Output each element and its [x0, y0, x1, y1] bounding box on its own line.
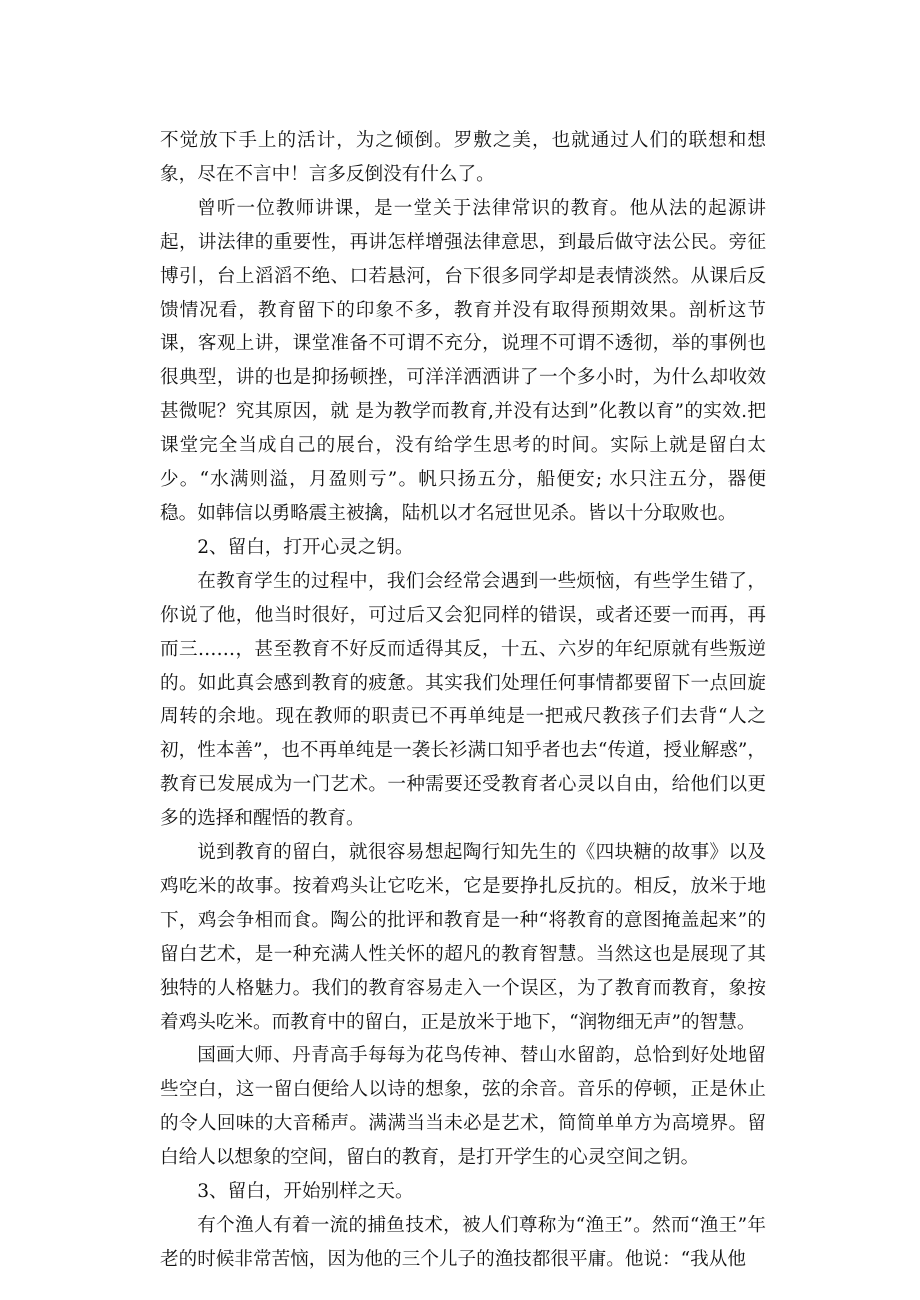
- paragraph-6: 有个渔人有着一流的捕鱼技术，被人们尊称为“渔王”。然而“渔王”年老的时候非常苦恼，因为他的三个儿子的渔技都很平庸。他说：“我从他: [160, 1215, 766, 1270]
- paragraph-2: 曾听一位教师讲课，是一堂关于法律常识的教育。他从法的起源讲起，讲法律的重要性，再讲怎样增强法律意思，到最后做守法公民。旁征博引，台上滔滔不绝、口若悬河，台下很多同学却是表情淡然。从课后反馈情况看，教育留下的印象不多，教育并没有取得预期效果。剖析这节课，客观上讲，课堂准备不可谓不充分，说理不可谓不透彻，举的事例也很典型，讲的也是抑扬顿挫，可洋洋洒洒讲了一个多小时，为什么却收效甚微呢？究其原因，就 是为教学而教育,并没有达到”化教以育”的实效.把课堂完全当成自己的展台，没有给学生思考的时间。实际上就是留白太少。“水满则溢，月盈则亏”。帆只扬五分，船便安; 水只注五分，器便稳。如韩信以勇略震主被擒，陆机以才名冠世见杀。皆以十分取败也。: [160, 197, 766, 524]
- section-heading-2: 2、留白，打开心灵之钥。: [197, 536, 414, 558]
- section-heading-3: 3、留白，开始别样之天。: [197, 1181, 414, 1203]
- paragraph-1: 不觉放下手上的活计，为之倾倒。罗敷之美，也就通过人们的联想和想象，尽在不言中！言多反倒没有什么了。: [160, 130, 766, 185]
- paragraph-3: 在教育学生的过程中，我们会经常会遇到一些烦恼，有些学生错了，你说了他，他当时很好，可过后又会犯同样的错误，或者还要一而再，再而三……，甚至教育不好反而适得其反，十五、六岁的年纪原就有些叛逆的。如此真会感到教育的疲惫。其实我们处理任何事情都要留下一点回旋周转的余地。现在教师的职责已不再单纯是一把戒尺教孩子们去背“人之初，性本善”，也不再单纯是一袭长衫满口知乎者也去“传道，授业解惑”，教育已发展成为一门艺术。一种需要还受教育者心灵以自由，给他们以更多的选择和醒悟的教育。: [160, 570, 766, 830]
- paragraph-5: 国画大师、丹青高手每每为花鸟传神、替山水留韵，总恰到好处地留些空白，这一留白便给人以诗的想象，弦的余音。音乐的停顿，正是休止的令人回味的大音稀声。满满当当未必是艺术，简简单单方为高境界。留白给人以想象的空间，留白的教育，是打开学生的心灵空间之钥。: [160, 1045, 766, 1169]
- paragraph-4: 说到教育的留白，就很容易想起陶行知先生的《四块糖的故事》以及鸡吃米的故事。按着鸡头让它吃米，它是要挣扎反抗的。相反，放米于地下，鸡会争相而食。陶公的批评和教育是一种“将教育的意图掩盖起来”的留白艺术，是一种充满人性关怀的超凡的教育智慧。当然这也是展现了其独特的人格魅力。我们的教育容易走入一个误区，为了教育而教育，象按着鸡头吃米。而教育中的留白，正是放米于地下，“润物细无声”的智慧。: [160, 842, 766, 1033]
- document-page: [160, 124, 766, 1277]
